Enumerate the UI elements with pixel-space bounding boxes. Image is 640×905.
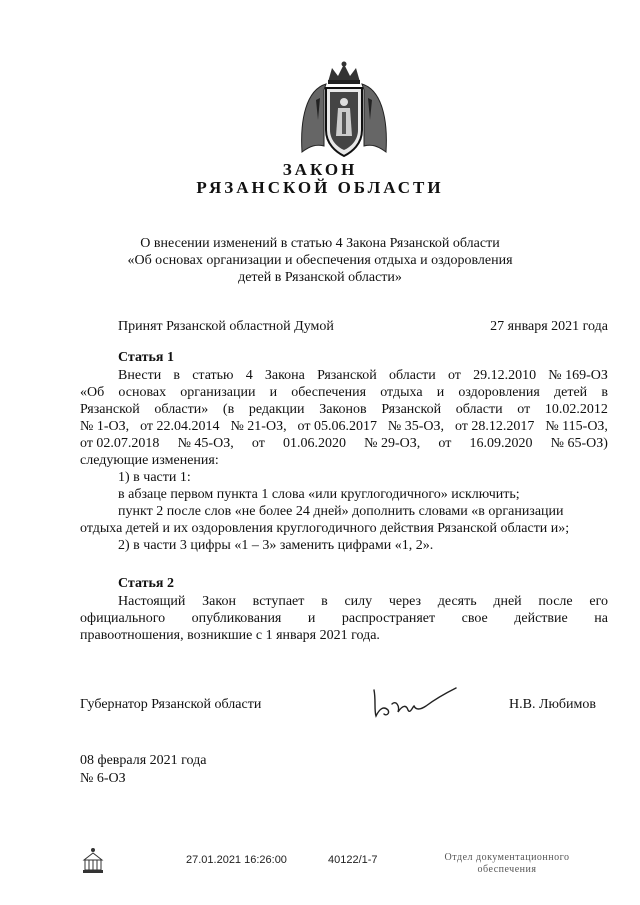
- justified-line: [80, 384, 608, 401]
- document-name-line: «Об основах организации и обеспечения отдыха и оздоровления: [127, 253, 513, 268]
- word: отдыха: [380, 385, 423, 400]
- word: области: [455, 402, 503, 417]
- justified-line: [80, 367, 608, 384]
- word: № 35-ОЗ,: [387, 419, 445, 434]
- word: «Об: [80, 385, 105, 400]
- word: Настоящий: [118, 594, 186, 609]
- word: свое: [461, 611, 488, 626]
- word: 01.06.2020: [282, 436, 346, 451]
- adoption-label: Принят Рязанской областной Думой: [118, 319, 334, 334]
- law-title-line1: ЗАКОН: [282, 160, 358, 179]
- word: в: [173, 368, 181, 383]
- word: Законов: [319, 402, 367, 417]
- text-line: отдыха детей и их оздоровления круглогодичного действия Рязанской области и»;: [80, 521, 570, 536]
- word: Рязанской: [317, 368, 377, 383]
- word: 10.02.2012: [544, 402, 608, 417]
- word: детей: [554, 385, 588, 400]
- word: от: [517, 402, 531, 417]
- word: области»: [154, 402, 209, 417]
- word: статью: [192, 368, 234, 383]
- word: области: [388, 368, 436, 383]
- governor-name: Н.В. Любимов: [509, 697, 596, 712]
- word: от: [447, 368, 461, 383]
- text-line: следующие изменения:: [80, 453, 219, 468]
- signing-info: [80, 752, 207, 788]
- justified-line: [80, 610, 608, 627]
- justified-line: [80, 401, 608, 418]
- word: действие: [514, 611, 568, 626]
- word: распространяет: [341, 611, 436, 626]
- word: десять: [437, 594, 477, 609]
- word: № 45-ОЗ,: [177, 436, 234, 451]
- list-item: пункт 2 после слов «не более 24 дней» дополнить словами «в организации: [118, 504, 564, 519]
- list-item: 1) в части 1:: [118, 470, 191, 485]
- word: официального: [80, 611, 166, 626]
- article-1-text: [80, 367, 608, 554]
- word: 16.09.2020: [469, 436, 533, 451]
- signing-date: 08 февраля 2021 года: [80, 753, 207, 768]
- duma-logo-icon: [80, 846, 106, 876]
- word: в: [321, 594, 328, 609]
- document-name: [90, 235, 550, 286]
- text-line: правоотношения, возникшие с 1 января 2021 года.: [80, 628, 380, 643]
- word: 4: [245, 368, 253, 383]
- governor-label: Губернатор Рязанской области: [80, 697, 262, 712]
- word: и: [436, 385, 445, 400]
- word: № 115-ОЗ,: [545, 419, 608, 434]
- coat-of-arms-emblem: [296, 60, 392, 160]
- justified-line: [80, 435, 608, 452]
- justified-line: [80, 418, 608, 435]
- word: на: [594, 611, 608, 626]
- article-2-text: [80, 593, 608, 644]
- word: от 22.04.2014: [140, 419, 220, 434]
- footer-timestamp: 27.01.2021 16:26:00: [186, 854, 287, 866]
- word: силу: [344, 594, 373, 609]
- word: № 169-ОЗ: [548, 368, 608, 383]
- handwritten-signature: [368, 686, 460, 722]
- word: оздоровления: [458, 385, 540, 400]
- word: от: [438, 436, 452, 451]
- department-line: обеспечения: [477, 864, 537, 875]
- word: № 21-ОЗ,: [230, 419, 287, 434]
- word: обеспечения: [291, 385, 367, 400]
- word: от 02.07.2018: [80, 436, 160, 451]
- word: № 65-ОЗ): [550, 436, 608, 451]
- department-line: Отдел документационного: [444, 852, 570, 863]
- word: его: [589, 594, 608, 609]
- document-name-line: О внесении изменений в статью 4 Закона Рязанской области: [140, 236, 500, 251]
- word: № 29-ОЗ,: [364, 436, 421, 451]
- law-number: № 6-ОЗ: [80, 771, 126, 786]
- word: дней: [493, 594, 522, 609]
- footer-doc-number: 40122/1-7: [328, 854, 378, 866]
- word: опубликования: [191, 611, 282, 626]
- word: (в: [222, 402, 235, 417]
- word: Рязанской: [381, 402, 442, 417]
- word: Рязанской: [80, 402, 140, 417]
- word: организации: [180, 385, 256, 400]
- adoption-date: 27 января 2021 года: [490, 319, 608, 334]
- word: от 05.06.2017: [297, 419, 377, 434]
- word: Внести: [118, 368, 162, 383]
- word: 29.12.2010: [473, 368, 537, 383]
- word: после: [538, 594, 573, 609]
- footer-department-stamp: [432, 852, 582, 876]
- article-1-heading: Статья 1: [118, 350, 174, 365]
- word: основах: [118, 385, 167, 400]
- law-title-line2: РЯЗАНСКОЙ ОБЛАСТИ: [196, 178, 444, 197]
- document-name-line: детей в Рязанской области»: [238, 270, 402, 285]
- word: № 1-ОЗ,: [80, 419, 130, 434]
- word: Закон: [202, 594, 236, 609]
- word: вступает: [252, 594, 305, 609]
- word: через: [388, 594, 422, 609]
- list-item: в абзаце первом пункта 1 слова «или круглогодичного» исключить;: [118, 487, 520, 502]
- word: от 28.12.2017: [454, 419, 535, 434]
- word: редакции: [248, 402, 305, 417]
- word: в: [601, 385, 608, 400]
- word: и: [307, 611, 316, 626]
- justified-line: [80, 593, 608, 610]
- list-item: 2) в части 3 цифры «1 – 3» заменить цифрами «1, 2».: [118, 538, 434, 553]
- word: и: [269, 385, 278, 400]
- word: от: [251, 436, 265, 451]
- word: Закона: [264, 368, 305, 383]
- article-2-heading: Статья 2: [118, 576, 174, 591]
